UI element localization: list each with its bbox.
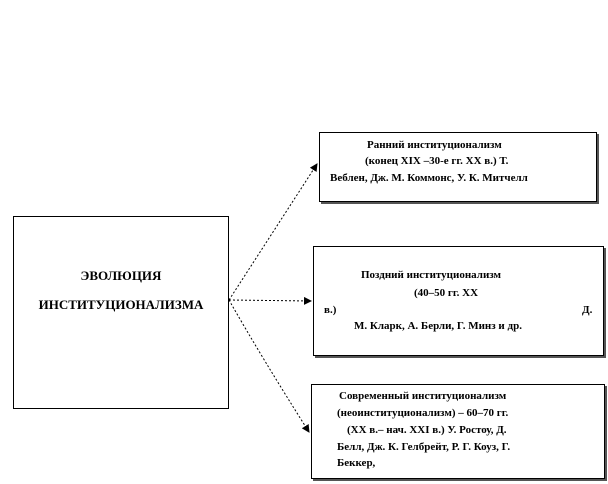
early-title: Ранний институционализм xyxy=(367,139,502,151)
late-period: (40–50 гг. XX xyxy=(414,287,479,299)
early-period: (конец XIX –30-е гг. XX в.) Т. xyxy=(365,155,509,167)
early-authors: Веблен, Дж. М. Коммонс, У. К. Митчелл xyxy=(330,172,528,184)
early-institutionalism-box xyxy=(319,132,597,202)
modern-period: (XX в.– нач. XXI в.) У. Ростоу, Д. xyxy=(347,424,507,436)
late-authors: М. Кларк, А. Берли, Г. Минз и др. xyxy=(354,320,522,332)
late-period-end: в.) xyxy=(324,304,337,316)
main-title-line2: ИНСТИТУЦИОНАЛИЗМА xyxy=(38,297,204,312)
arrow-to-late xyxy=(229,300,311,301)
arrow-to-early xyxy=(229,164,317,300)
late-title: Поздний институционализм xyxy=(361,269,502,281)
modern-institutionalism-box xyxy=(311,384,605,479)
late-institutionalism-box xyxy=(313,246,604,356)
main-box xyxy=(13,216,229,409)
late-author-initial: Д. xyxy=(582,304,593,316)
main-title-line1: ЭВОЛЮЦИЯ xyxy=(80,268,162,283)
modern-authors-end: Беккер, xyxy=(337,457,376,469)
modern-authors: Белл, Дж. К. Гелбрейт, Р. Г. Коуз, Г. xyxy=(337,441,511,453)
modern-title: Современный институционализм xyxy=(339,390,507,402)
modern-subtitle: (неоинституционализм) – 60–70 гг. xyxy=(337,407,509,419)
arrow-to-modern xyxy=(229,300,309,432)
